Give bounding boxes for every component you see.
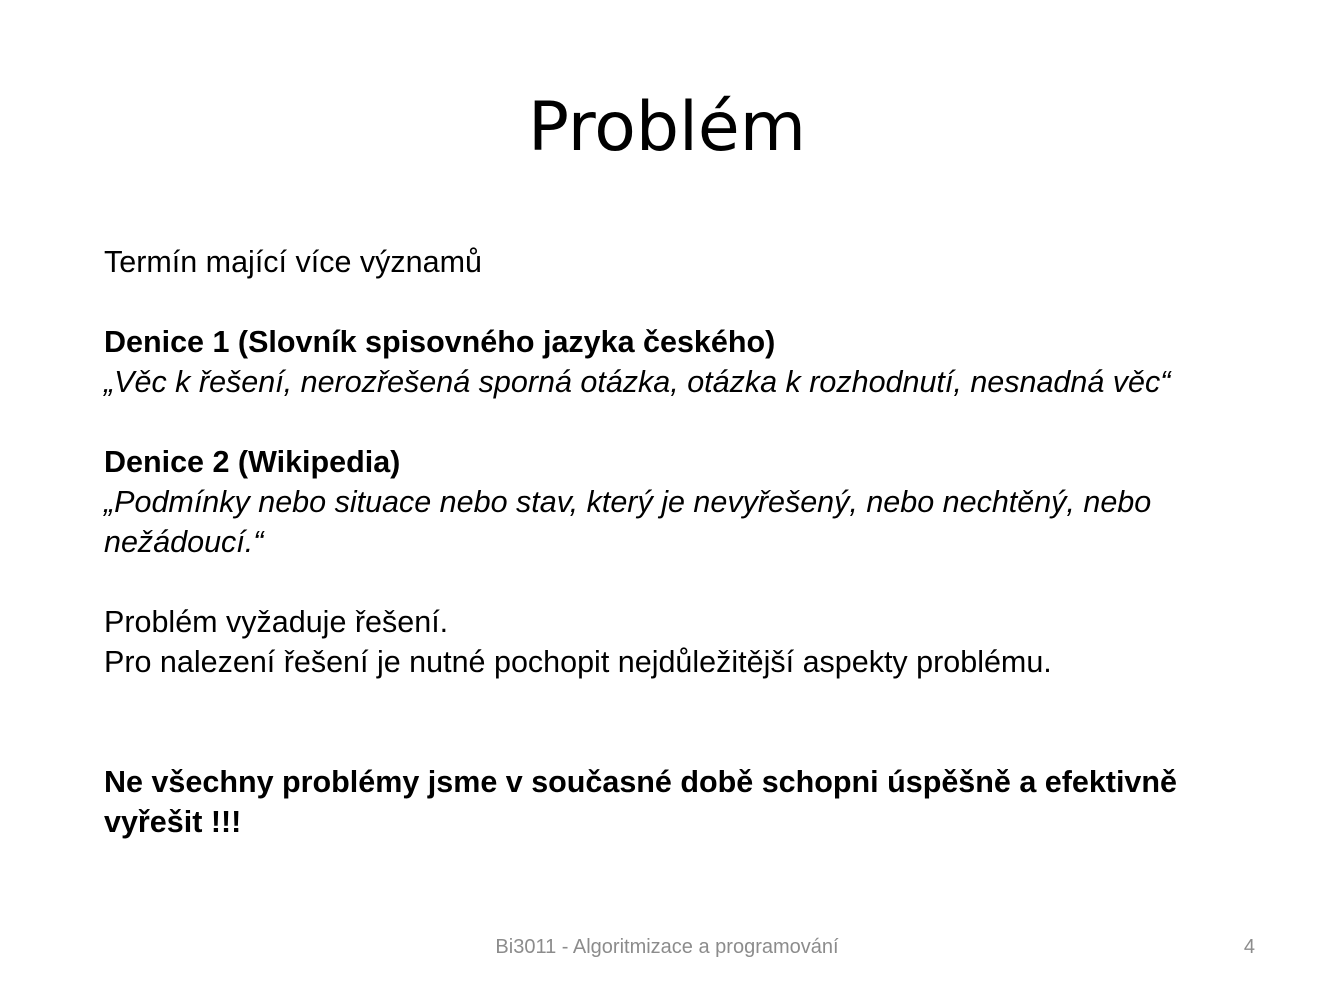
definition-2-heading: Denice 2 (Wikipedia): [104, 445, 401, 479]
page-number: 4: [1243, 936, 1255, 958]
statement-requires-solution: Problém vyžaduje řešení.: [104, 605, 449, 639]
slide-body: [104, 242, 1274, 842]
intro-text: Termín mající více významů: [104, 245, 482, 279]
spacer: [104, 282, 1274, 322]
footer-course-name: Bi3011 - Algoritmizace a programování: [495, 936, 839, 958]
spacer: [104, 562, 1274, 602]
spacer: [104, 402, 1274, 442]
definition-1-heading: Denice 1 (Slovník spisovného jazyka českého): [104, 325, 776, 359]
slide-title: Problém: [527, 88, 806, 167]
definition-2-quote: „Podmínky nebo situace nebo stav, který je nevyřešený, nebo nechtěný, nebo nežádoucí.“: [104, 485, 1152, 559]
definition-1-quote: „Věc k řešení, nerozřešená sporná otázka, otázka k rozhodnutí, nesnadná věc“: [104, 365, 1171, 399]
conclusion-text: Ne všechny problémy jsme v současné době schopni úspěšně a efektivně vyřešit !!!: [104, 765, 1177, 839]
spacer: [104, 682, 1274, 762]
statement-understand-aspects: Pro nalezení řešení je nutné pochopit nejdůležitější aspekty problému.: [104, 645, 1052, 679]
